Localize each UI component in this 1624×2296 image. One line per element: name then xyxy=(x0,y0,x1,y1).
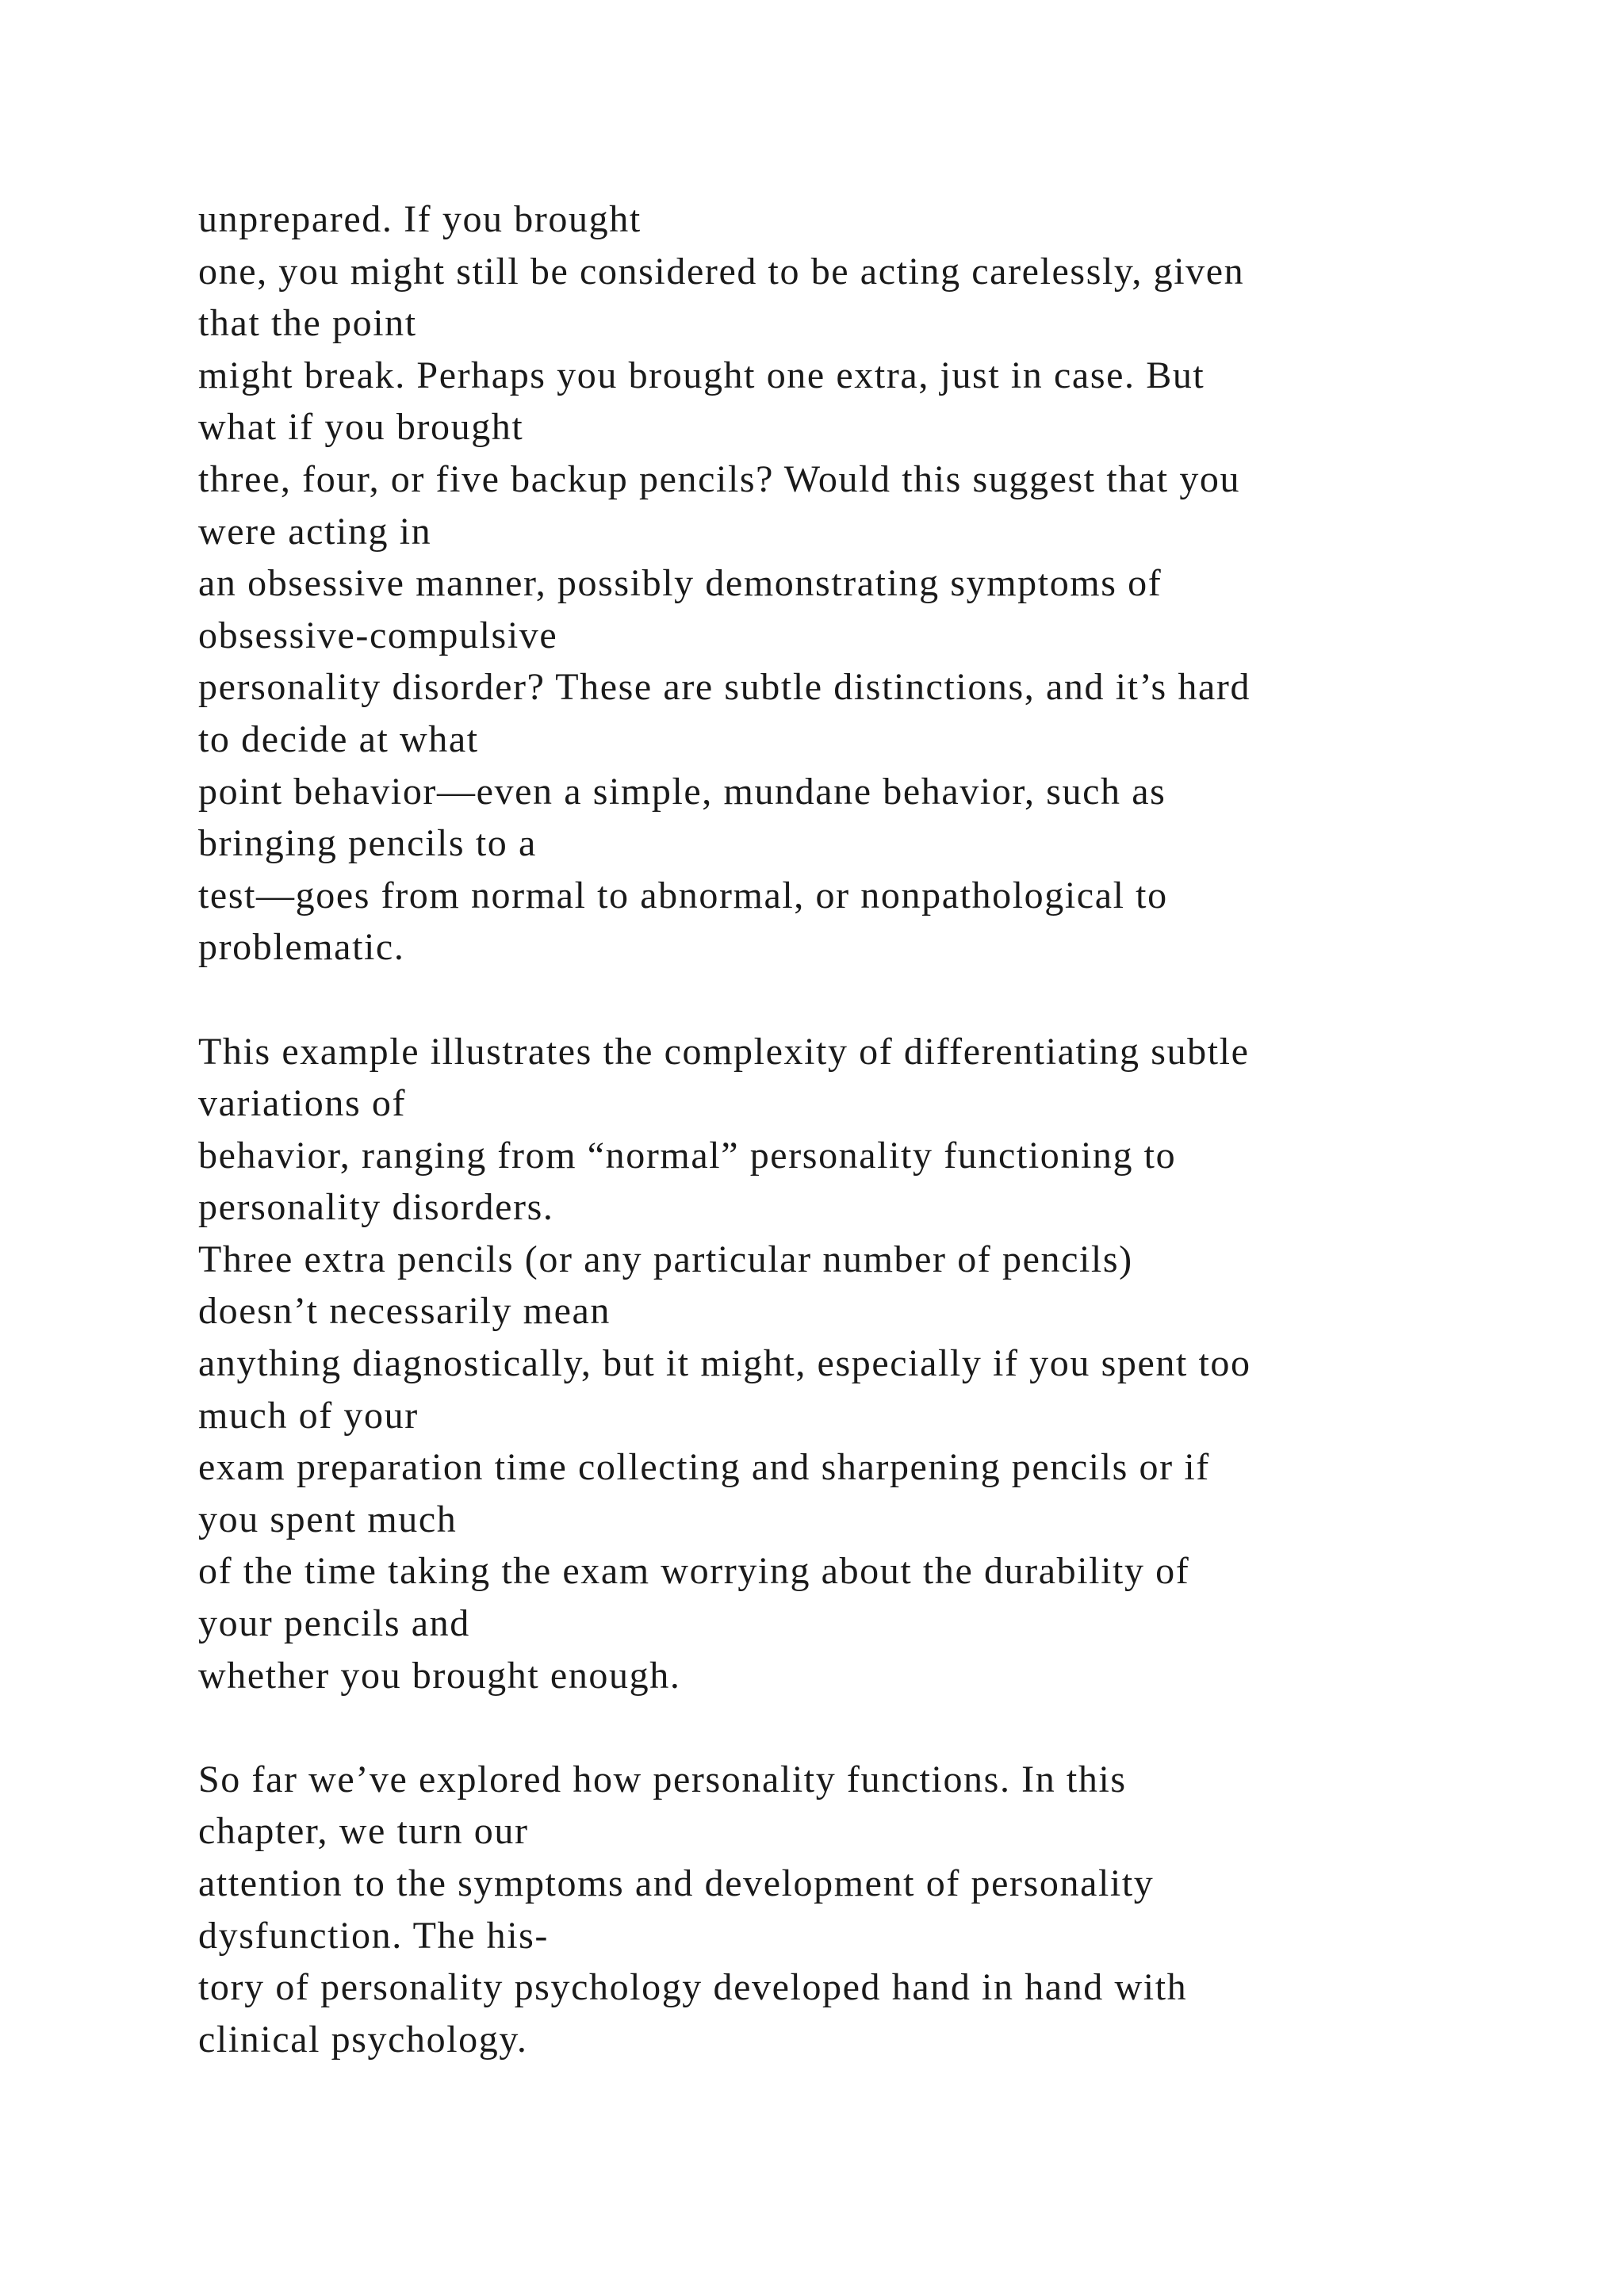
text-line: unprepared. If you brought xyxy=(198,198,642,240)
paragraph-spacer xyxy=(198,974,1507,1026)
text-line: three, four, or five backup pencils? Would this suggest that you xyxy=(198,457,1241,500)
text-line: variations of xyxy=(198,1082,407,1125)
paragraph-3 xyxy=(198,1754,1507,2066)
paragraph-1 xyxy=(198,193,1507,974)
text-line: to decide at what xyxy=(198,718,479,760)
paragraph-spacer xyxy=(198,1701,1507,1754)
text-line: chapter, we turn our xyxy=(198,1810,529,1853)
text-line: point behavior—even a simple, mundane behavior, such as xyxy=(198,770,1166,813)
text-line: problematic. xyxy=(198,926,405,969)
text-line: personality disorder? These are subtle distinctions, and it’s hard xyxy=(198,666,1251,709)
text-line: an obsessive manner, possibly demonstrating symptoms of xyxy=(198,562,1162,605)
text-line: personality disorders. xyxy=(198,1186,554,1229)
paragraph-2 xyxy=(198,1026,1507,1702)
text-line: of the time taking the exam worrying about the durability of xyxy=(198,1550,1190,1593)
text-line: whether you brought enough. xyxy=(198,1654,681,1697)
text-line: what if you brought xyxy=(198,406,524,449)
text-line: bringing pencils to a xyxy=(198,822,537,865)
text-line: that the point xyxy=(198,302,417,345)
text-line: test—goes from normal to abnormal, or nonpathological to xyxy=(198,874,1168,916)
text-line: Three extra pencils (or any particular number of pencils) xyxy=(198,1238,1133,1280)
text-line: one, you might still be considered to be acting carelessly, given xyxy=(198,250,1245,293)
text-line: So far we’ve explored how personality functions. In this xyxy=(198,1758,1127,1800)
text-line: anything diagnostically, but it might, especially if you spent too xyxy=(198,1342,1251,1385)
text-line: This example illustrates the complexity of differentiating subtle xyxy=(198,1030,1250,1073)
text-line: much of your xyxy=(198,1394,419,1437)
text-line: obsessive-compulsive xyxy=(198,614,558,656)
text-line: might break. Perhaps you brought one extra, just in case. But xyxy=(198,354,1205,396)
text-line: dysfunction. The his- xyxy=(198,1914,549,1957)
text-line: attention to the symptoms and development of personality xyxy=(198,1862,1155,1904)
text-line: exam preparation time collecting and sharpening pencils or if xyxy=(198,1446,1210,1489)
document-body xyxy=(198,193,1507,2065)
text-line: your pencils and xyxy=(198,1602,470,1645)
text-line: behavior, ranging from “normal” personality functioning to xyxy=(198,1134,1177,1177)
text-line: you spent much xyxy=(198,1498,458,1540)
text-line: were acting in xyxy=(198,510,432,553)
text-line: doesn’t necessarily mean xyxy=(198,1290,611,1333)
text-line: tory of personality psychology developed hand in hand with xyxy=(198,1966,1188,2009)
text-line: clinical psychology. xyxy=(198,2018,528,2061)
